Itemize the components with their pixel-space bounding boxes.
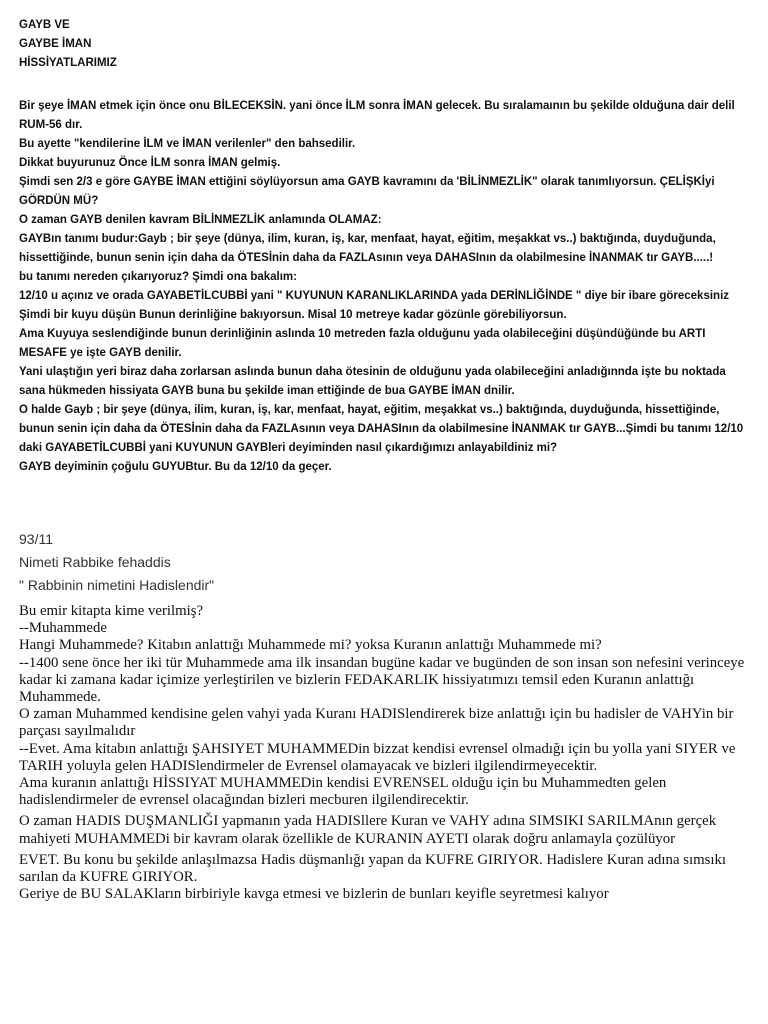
- serif-section: [19, 603, 754, 903]
- paragraph-beyond: Yani ulaştığın yeri biraz daha zorlarsan aslında bunun daha ötesinin de olduğunu yada olabileceğini anladığınnda işte bu noktada sana hükmeden hissiyata GAYB buna bu şekilde iman ettiğinde de bua GAYBE İMAN dnilir.: [19, 366, 726, 397]
- paragraph-which-muhammed: Hangi Muhammede? Kitabın anlattığı Muhammede mi? yoksa Kuranın anlattığı Muhammede mi?: [19, 637, 602, 654]
- title-line-2: GAYBE İMAN: [19, 38, 92, 50]
- paragraph-muhammede: --Muhammede: [19, 620, 107, 637]
- title-line-1: GAYB VE: [19, 19, 70, 31]
- paragraph-attention: Dikkat buyurunuz Önce İLM sonra İMAN gelmiş.: [19, 157, 281, 169]
- paragraph-salaklar: Geriye de BU SALAKların birbiriyle kavga etmesi ve bizlerin de bunları keyifle seyretmesi kalıyor: [19, 886, 609, 903]
- paragraph-12-10: 12/10 u açınız ve orada GAYABETİLCUBBİ yani " KUYUNUN KARANLIKLARINDA yada DERİNLİĞİNDE " diye bir ibare göreceksiniz: [19, 290, 730, 302]
- bold-section: [19, 16, 754, 477]
- paragraph-extra-distance: Ama Kuyuya seslendiğinde bunun derinliğinin aslında 10 metreden fazla olduğunu yada olabileceğini düşündüğünde bu ARTI MESAFE ye işte GAYB denilir.: [19, 328, 706, 359]
- verse-translation: " Rabbinin nimetini Hadislendir": [19, 577, 215, 593]
- paragraph-vahy-part: O zaman Muhammed kendisine gelen vahyi yada Kuranı HADISlendirerek bize anlattığı için bu hadisler de VAHYin bir parçası sayılmalıdır: [19, 706, 734, 740]
- paragraph-hadis-dusmanligi: O zaman HADIS DUŞMANLIĞI yapmanın yada HADISllere Kuran ve VAHY adına SIMSIKI SARILMAnın gerçek mahiyeti MUHAMMEDi bir kavram olarak özellikle de KURANIN AYETI olarak doğru anlamayla çozülüyor: [19, 813, 717, 847]
- paragraph-evet: EVET. Bu konu bu şekilde anlaşılmazsa Hadis düşmanlığı yapan da KUFRE GIRIYOR. Hadislere Kuran adına sımsıkı sarılan da KUFRE GIRIYOR.: [19, 851, 726, 886]
- verse-reference: 93/11: [19, 531, 53, 547]
- paragraph-contradiction: Şimdi sen 2/3 e göre GAYBE İMAN ettiğini söylüyorsun ama GAYB kavramını da 'BİLİNMEZLİK" olarak tanımlıyorsun. ÇELİŞKİyi GÖRDÜN MÜ?: [19, 176, 715, 207]
- paragraph-well: Şimdi bir kuyu düşün Bunun derinliğine bakıyorsun. Misal 10 metreye kadar gözünle görebiliyorsun.: [19, 309, 567, 321]
- spacer: [19, 73, 754, 97]
- paragraph-conclusion: O halde Gayb ; bir şeye (dünya, ilim, kuran, iş, kar, menfaat, hayat, eğitim, meşakkat vs..) baktığında, duyduğunda, hissettiğinde, bunun senin için daha da ÖTESİnin daha da FAZLAsının veya DAHASInın da olabilmesine İNANMAK tır GAYB...Şimdi bu tanımı 12/10 daki GAYABETİLCUBBİ yani KUYUNUN GAYBleri deyiminden nasıl çıkardığımızı anlayabildiniz mi?: [19, 404, 744, 454]
- paragraph-cannot-be: O zaman GAYB denilen kavram BİLİNMEZLİK anlamında OLAMAZ:: [19, 214, 382, 226]
- paragraph-sahsiyet: --Evet. Ama kitabın anlattığı ŞAHSIYET MUHAMMEDin bizzat kendisi evrensel olmadığı için bu yolla yani SIYER ve TARIH yoluyla gelen HADISlendirmeler de Evrensel olamayacak ve bizleri ilgilendirmeyecektir.: [19, 740, 736, 774]
- paragraph-who-commanded: Bu emir kitapta kime verilmiş?: [19, 603, 204, 619]
- title-line-3: HİSSİYATLARIMIZ: [19, 57, 117, 69]
- paragraph-gayb-definition: GAYBın tanımı budur:Gayb ; bir şeye (dünya, ilim, kuran, iş, kar, menfaat, hayat, eğitim, meşakkat vs..) baktığında, duyduğunda, hissettiğinde, bunun senin için daha da ÖTESİnin daha da FAZLAsının veya DAHASInın da olabilmesine İNANMAK tır GAYB.....!: [19, 233, 716, 264]
- paragraph-ayet-ilm-iman: Bu ayette "kendilerine İLM ve İMAN verilenler" den bahsedilir.: [19, 138, 356, 150]
- verse-section: [19, 528, 754, 597]
- paragraph-1400-years: --1400 sene önce her iki tür Muhammede ama ilk insandan bugüne kadar ve bugünden de son insan son nefesini verinceye kadar ki zamana kadar içimize yerleştirilen ve bizlerin FEDAKARLIK hissiyatımızı temsil eden Kuranın anlattığı Muhammede.: [19, 654, 745, 706]
- paragraph-hissiyat: Ama kuranın anlattığı HİSSIYAT MUHAMMEDin kendisi EVRENSEL olduğu için bu Muhammedten gelen hadislendirmeler de evrensel olacağından bizleri mecburen ilgilendirecektir.: [19, 775, 667, 809]
- verse-arabic: Nimeti Rabbike fehaddis: [19, 554, 171, 570]
- paragraph-plural: GAYB deyiminin çoğulu GUYUBtur. Bu da 12/10 da geçer.: [19, 461, 332, 473]
- paragraph-believe-first-know: Bir şeye İMAN etmek için önce onu BİLECEKSİN. yani önce İLM sonra İMAN gelecek. Bu sıralamaının bu şekilde olduğuna dair delil RUM-56 dır.: [19, 100, 735, 131]
- paragraph-where-from: bu tanımı nereden çıkarıyoruz? Şimdi ona bakalım:: [19, 271, 297, 283]
